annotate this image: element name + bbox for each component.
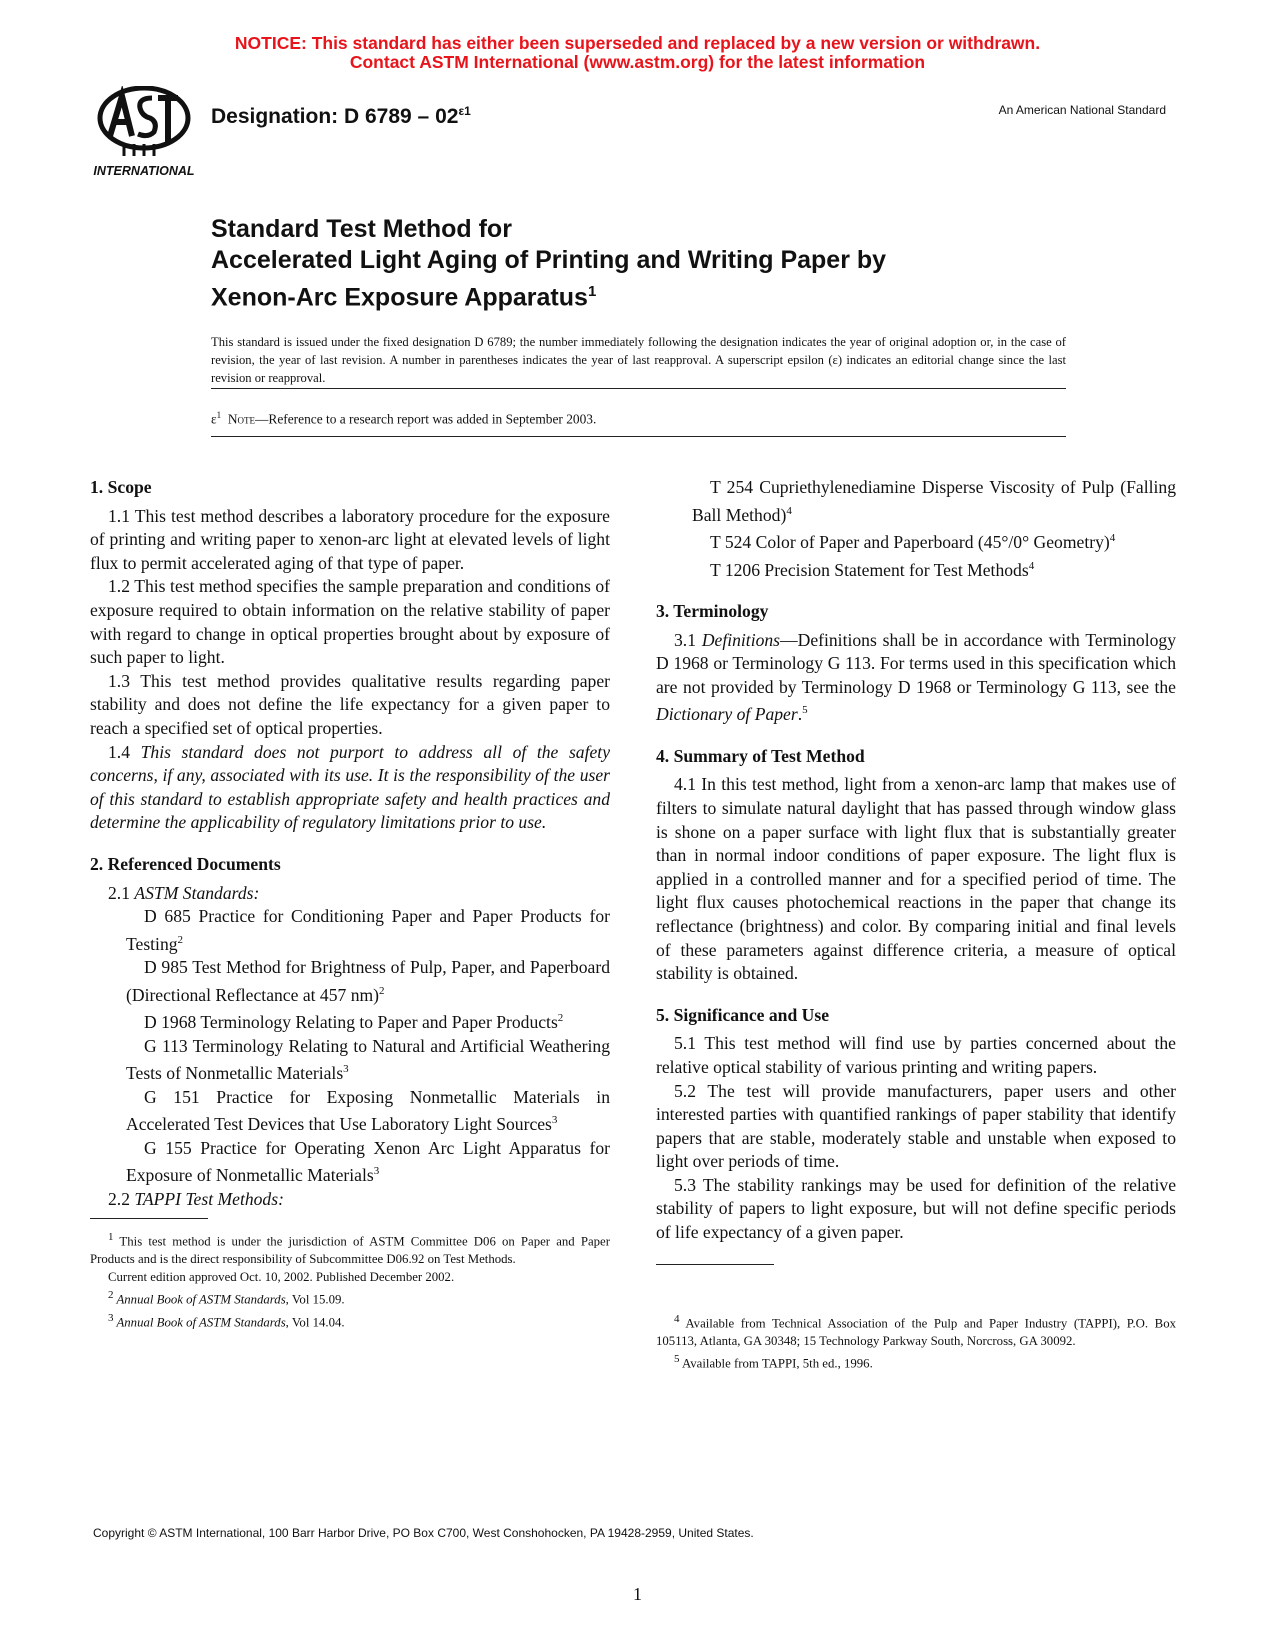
section-heading-scope: 1. Scope: [90, 477, 152, 497]
reference-item: D 685 Practice for Conditioning Paper and Paper Products for Testing$^2$: [126, 906, 610, 954]
section-heading-referenced-documents: 2. Referenced Documents: [90, 853, 281, 874]
footnotes-right: [656, 1310, 1176, 1373]
footnote-1b: Current edition approved Oct. 10, 2002. Published December 2002.: [108, 1270, 455, 1285]
reference-item: G 113 Terminology Relating to Natural and Artificial Weathering Tests of Nonmetallic Materials$^3$: [126, 1035, 610, 1084]
designation-superscript: ε1: [458, 104, 471, 118]
astm-logo-graphic: [88, 86, 200, 182]
left-column: [90, 476, 610, 1211]
paragraph-1-1: 1.1 This test method describes a laboratory procedure for the exposure of printing and writing paper to xenon-arc light at elevated levels of light flux to permit accelerated aging of that type of paper.: [90, 505, 610, 573]
reference-item: T 1206 Precision Statement for Test Methods$^4$: [710, 559, 1035, 580]
paragraph-5-2: 5.2 The test will provide manufacturers, paper users and other interested parties with quantified rankings of paper stability that identify papers that are stable, moderately stable and unstable when exposed to light over periods of time.: [656, 1080, 1176, 1172]
paragraph-1-4: 1.4 This standard does not purport to address all of the safety concerns, if any, associated with its use. It is the responsibility of the user of this standard to establish appropriate safety and health practices and determine the applicability of regulatory limitations prior to use.: [90, 741, 611, 833]
reference-item: D 1968 Terminology Relating to Paper and Paper Products$^2$: [144, 1012, 564, 1033]
reference-item: T 524 Color of Paper and Paperboard (45°/0° Geometry)$^4$: [710, 531, 1116, 552]
footnote-1: $^1$ This test method is under the jurisdiction of ASTM Committee D06 on Paper and Paper Products and is the direct responsibility of Subcommittee D06.92 on Test Methods.: [90, 1231, 610, 1267]
notice-line-1: NOTICE: This standard has either been superseded and replaced by a new version or withdrawn.: [234, 33, 1041, 53]
footnotes-left: [90, 1228, 610, 1331]
title-line-3: Xenon-Arc Exposure Apparatus$^1$: [211, 283, 597, 312]
astm-reference-list: [90, 905, 610, 1188]
reference-item: T 254 Cupriethylenediamine Disperse Viscosity of Pulp (Falling Ball Method)$^4$: [692, 477, 1176, 525]
tappi-methods-label: 2.2 TAPPI Test Methods:: [108, 1188, 284, 1209]
right-column: [656, 476, 1176, 1245]
notice-line-2: Contact ASTM International (www.astm.org) for the latest information: [349, 52, 926, 72]
section-heading-significance: 5. Significance and Use: [656, 1004, 830, 1025]
paragraph-1-3: 1.3 This test method provides qualitative results regarding paper stability and does not define the life expectancy for a given paper to reach a specified set of optical properties.: [90, 670, 610, 738]
issuance-statement: This standard is issued under the fixed designation D 6789; the number immediately following the designation indicates the year of original adoption or, in the case of revision, the year of last revision. A number in parentheses indicates the year of last reapproval. A superscript epsilon (ε) indicates an editorial change since the last revision or reapproval.: [211, 335, 1066, 385]
title-line-2: Accelerated Light Aging of Printing and Writing Paper by: [211, 246, 887, 274]
divider: [211, 388, 1066, 389]
logo-text: INTERNATIONAL: [93, 164, 195, 178]
footnote-4: $^4$ Available from Technical Association of the Pulp and Paper Industry (TAPPI), P.O. Box 105113, Atlanta, GA 30348; 15 Technology Parkway South, Norcross, GA 30092.: [656, 1313, 1176, 1349]
section-heading-terminology: 3. Terminology: [656, 600, 769, 621]
title-footnote-marker: 1: [587, 283, 597, 300]
footnote-2: $^2$ Annual Book of ASTM Standards, Vol 15.09.: [108, 1289, 345, 1307]
paragraph-3-1: 3.1 Definitions—Definitions shall be in accordance with Terminology D 1968 or Terminology G 113. For terms used in this specification which are not provided by Terminology D 1968 or Terminology G 113, see the Dictionary of Paper.$^5$: [656, 629, 1176, 725]
divider: [211, 436, 1066, 437]
american-national-standard: An American National Standard: [998, 103, 1166, 117]
title-line-1: Standard Test Method for: [211, 215, 512, 243]
paragraph-5-1: 5.1 This test method will find use by parties concerned about the relative optical stability of various printing and writing papers.: [656, 1033, 1176, 1077]
astm-standards-label: 2.1 ASTM Standards:: [108, 882, 260, 903]
designation: [211, 104, 471, 129]
reference-item: D 985 Test Method for Brightness of Pulp, Paper, and Paperboard (Directional Reflectance at 457 nm)$^2$: [126, 957, 610, 1005]
footnote-rule: [90, 1218, 208, 1219]
paragraph-4-1: 4.1 In this test method, light from a xenon-arc lamp that makes use of filters to simulate natural daylight that has passed through window glass is shone on a paper surface with light flux that is substantially greater than in normal indoor conditions of paper exposure. The light flux is applied in a controlled manner and for a specified period of time. The light flux causes photochemical reactions in the paper that change its reflectance (brightness) and color. By comparing initial and final levels of these parameters against difference criteria, a measure of optical stability is obtained.: [656, 774, 1176, 984]
withdrawal-notice: [0, 34, 1275, 72]
document-title: [211, 214, 1111, 313]
reference-item: G 155 Practice for Operating Xenon Arc Light Apparatus for Exposure of Nonmetallic Materials$^3$: [126, 1137, 610, 1186]
section-heading-summary: 4. Summary of Test Method: [656, 745, 865, 766]
tappi-reference-list: [656, 476, 1176, 582]
designation-text: Designation: D 6789 – 02: [211, 105, 459, 128]
footnote-3: $^3$ Annual Book of ASTM Standards, Vol 14.04.: [108, 1311, 345, 1329]
note-text: —Reference to a research report was added in September 2003.: [255, 411, 597, 427]
note-label: Note: [227, 411, 255, 427]
footnote-rule: [656, 1264, 774, 1265]
paragraph-1-2: 1.2 This test method specifies the sample preparation and conditions of exposure required to obtain information on the relative stability of paper with regard to change in optical properties brought about by exposure of such paper to light.: [90, 576, 610, 668]
page-number: 1: [633, 1584, 642, 1604]
footnote-5: $^5$ Available from TAPPI, 5th ed., 1996.: [674, 1353, 873, 1371]
copyright-notice: Copyright © ASTM International, 100 Barr Harbor Drive, PO Box C700, West Conshohocken, PA 19428-2959, United States.: [93, 1526, 754, 1540]
editorial-note: $\varepsilon^1$ Note—Reference to a research report was added in September 2003.: [211, 410, 597, 427]
paragraph-5-3: 5.3 The stability rankings may be used for definition of the relative stability of papers to light exposure, but will not define specific periods of life expectancy of a given paper.: [656, 1174, 1176, 1243]
astm-logo: [88, 86, 200, 182]
reference-item: G 151 Practice for Exposing Nonmetallic Materials in Accelerated Test Devices that Use Laboratory Light Sources$^3$: [126, 1086, 610, 1135]
